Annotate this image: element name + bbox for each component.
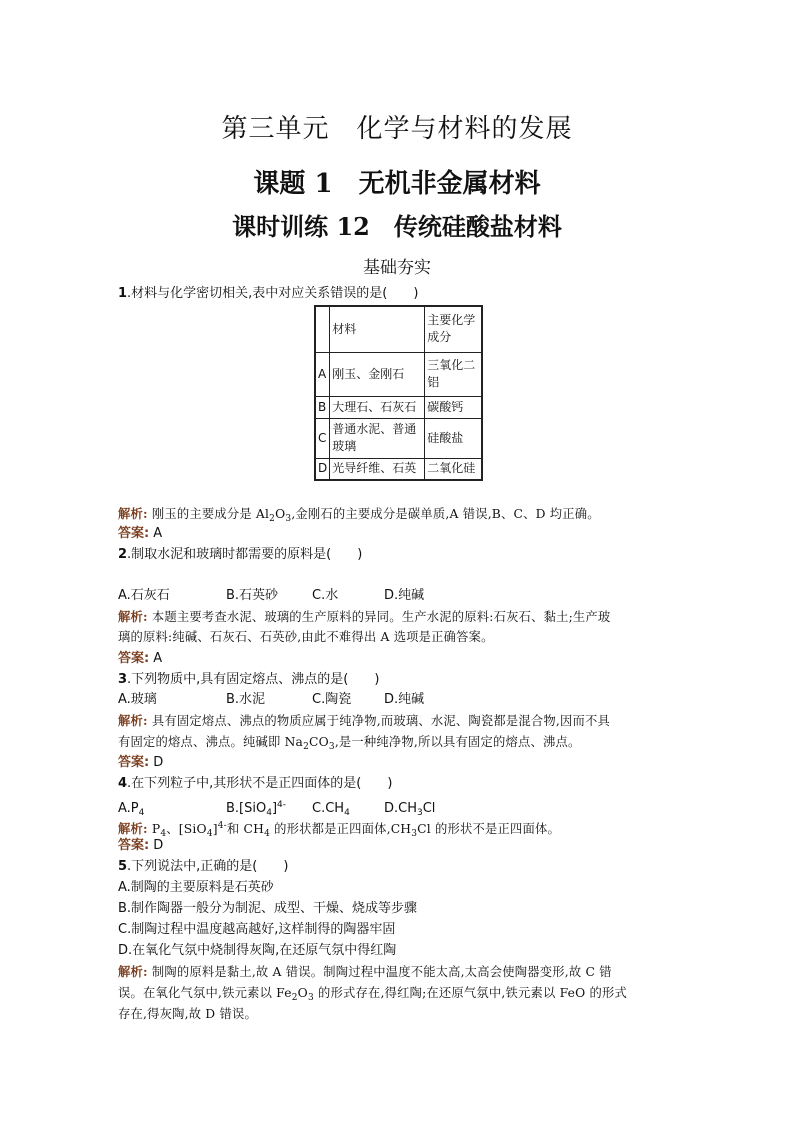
- table-header-cell: 主要化学成分: [425, 306, 483, 352]
- question-5-explanation-line-1: [118, 962, 678, 982]
- question-2-answer: [118, 649, 678, 669]
- option-c: C.陶瓷: [312, 692, 352, 707]
- table-cell: 硅酸盐: [425, 418, 483, 458]
- question-3-answer: [118, 753, 678, 773]
- question-3-explanation-line-1: [118, 711, 678, 731]
- question-number: 3: [118, 672, 128, 687]
- table-header-cell: [315, 306, 330, 352]
- table-cell: 大理石、石灰石: [330, 396, 425, 418]
- question-1-answer: [118, 524, 678, 544]
- question-5-explanation-line-3: 存在,得灰陶,故 D 错误。: [118, 1007, 257, 1021]
- question-2-explanation-line-1: [118, 607, 678, 627]
- question-number: 2: [118, 547, 128, 562]
- option-d: D.纯碱: [384, 692, 425, 707]
- question-5-option-c: C.制陶过程中温度越高越好,这样制得的陶器牢固: [118, 922, 396, 937]
- table-header-cell: 材料: [330, 306, 425, 352]
- answer-value: D: [153, 755, 164, 770]
- question-number: 4: [118, 776, 128, 791]
- answer-value: A: [153, 651, 163, 666]
- option-a: $A.P_4$: [118, 801, 145, 818]
- option-c: $C.CH_4$: [312, 801, 350, 818]
- explanation-label: 解析:: [118, 713, 148, 728]
- explanation-label: 解析:: [118, 609, 148, 624]
- option-c: C.水: [312, 588, 339, 603]
- lesson-title: 课题 1 无机非金属材料: [253, 169, 541, 199]
- question-text: .在下列粒子中,其形状不是正四面体的是( ): [127, 776, 393, 791]
- question-1-stem: [118, 284, 678, 304]
- answer-value: D: [153, 838, 164, 853]
- question-text: .下列物质中,具有固定熔点、沸点的是( ): [127, 672, 380, 687]
- question-2-explanation-line-2: 璃的原料:纯碱、石灰石、石英砂,由此不难得出 A 选项是正确答案。: [118, 630, 494, 644]
- table-row: [315, 458, 482, 480]
- explanation-label: 解析:: [118, 964, 148, 979]
- question-4-answer: [118, 836, 678, 856]
- explanation-text: O: [275, 507, 286, 521]
- table-cell: 光导纤维、石英: [330, 458, 425, 480]
- table-cell: 普通水泥、普通玻璃: [330, 418, 425, 458]
- table-cell: 刚玉、金刚石: [330, 352, 425, 396]
- materials-table: [314, 305, 483, 481]
- question-5-option-d: D.在氧化气氛中烧制得灰陶,在还原气氛中得红陶: [118, 943, 397, 958]
- subscript: 2: [269, 514, 276, 524]
- answer-value: A: [153, 526, 163, 541]
- subscript: 3: [285, 514, 292, 524]
- explanation-text: ,金刚石的主要成分是碳单质,A 错误,B、C、D 均正确。: [291, 507, 600, 521]
- subscript: 2: [303, 742, 309, 752]
- option-b: B.石英砂: [226, 588, 279, 603]
- explanation-text: 刚玉的主要成分是 Al: [151, 507, 270, 521]
- section-title: 基础夯实: [363, 258, 431, 278]
- question-text: .制取水泥和玻璃时都需要的原料是( ): [127, 547, 363, 562]
- question-5-stem: [118, 857, 678, 877]
- table-cell: 三氧化二铝: [425, 352, 483, 396]
- explanation-label: 解析:: [118, 821, 148, 836]
- option-a: A.石灰石: [118, 588, 170, 603]
- subscript: 3: [328, 742, 335, 752]
- explanation-text: 有固定的熔点、沸点。纯碱即 Na: [118, 735, 304, 749]
- question-2-options: [118, 586, 678, 606]
- question-4-stem: [118, 774, 678, 794]
- explanation-text: 制陶的原料是黏土,故 A 错误。制陶过程中温度不能太高,太高会使陶器变形,故 C 错: [151, 965, 612, 979]
- table-header-row: [315, 306, 482, 352]
- question-text: .材料与化学密切相关,表中对应关系错误的是( ): [127, 286, 419, 301]
- question-5-explanation-line-2: 误。在氧化气氛中,铁元素以 $Fe_2O_3$ 的形式存在,得红陶;在还原气氛中,铁元素以 FeO 的形式: [118, 986, 628, 1003]
- training-title: 课时训练 12 传统硅酸盐材料: [232, 212, 562, 241]
- answer-label: 答案:: [118, 651, 150, 666]
- question-3-options: [118, 690, 678, 710]
- explanation-text: 本题主要考查水泥、玻璃的生产原料的异同。生产水泥的原料:石灰石、黏土;生产玻: [151, 610, 611, 624]
- table-cell: A: [315, 352, 330, 396]
- answer-label: 答案:: [118, 526, 150, 541]
- table-row: [315, 352, 482, 396]
- question-number: 5: [118, 859, 128, 874]
- answer-label: 答案:: [118, 755, 150, 770]
- explanation-text: ,是一种纯净物,所以具有固定的熔点、沸点。: [334, 735, 581, 749]
- table-cell: D: [315, 458, 330, 480]
- question-2-stem: [118, 545, 678, 565]
- question-text: .下列说法中,正确的是( ): [127, 859, 289, 874]
- unit-title: 第三单元 化学与材料的发展: [221, 114, 573, 144]
- option-d: $D.CH_3Cl$: [384, 801, 436, 818]
- answer-label: 答案:: [118, 838, 150, 853]
- option-d: D.纯碱: [384, 588, 425, 603]
- question-number: 1: [118, 286, 128, 301]
- table-row: [315, 396, 482, 418]
- explanation-label: 解析:: [118, 506, 148, 521]
- table-cell: B: [315, 396, 330, 418]
- table-cell: 碳酸钙: [425, 396, 483, 418]
- option-b: $B.[SiO_4]^{4-}$: [226, 800, 287, 818]
- explanation-text: CO: [309, 735, 329, 749]
- question-4-explanation: 解析: $P_4$、$[SiO_4]^{4-}$和 $CH_4$ 的形状都是正四面体$,CH_3Cl$ 的形状不是正四面体。: [118, 821, 560, 839]
- question-5-option-b: B.制作陶器一般分为制泥、成型、干燥、烧成等步骤: [118, 901, 418, 916]
- table-cell: C: [315, 418, 330, 458]
- question-3-stem: [118, 670, 678, 690]
- table-cell: 二氧化硅: [425, 458, 483, 480]
- question-5-option-a: A.制陶的主要原料是石英砂: [118, 880, 274, 895]
- explanation-text: 具有固定熔点、沸点的物质应属于纯净物,而玻璃、水泥、陶瓷都是混合物,因而不具: [151, 714, 610, 728]
- option-a: A.玻璃: [118, 692, 157, 707]
- table-row: [315, 418, 482, 458]
- option-b: B.水泥: [226, 692, 266, 707]
